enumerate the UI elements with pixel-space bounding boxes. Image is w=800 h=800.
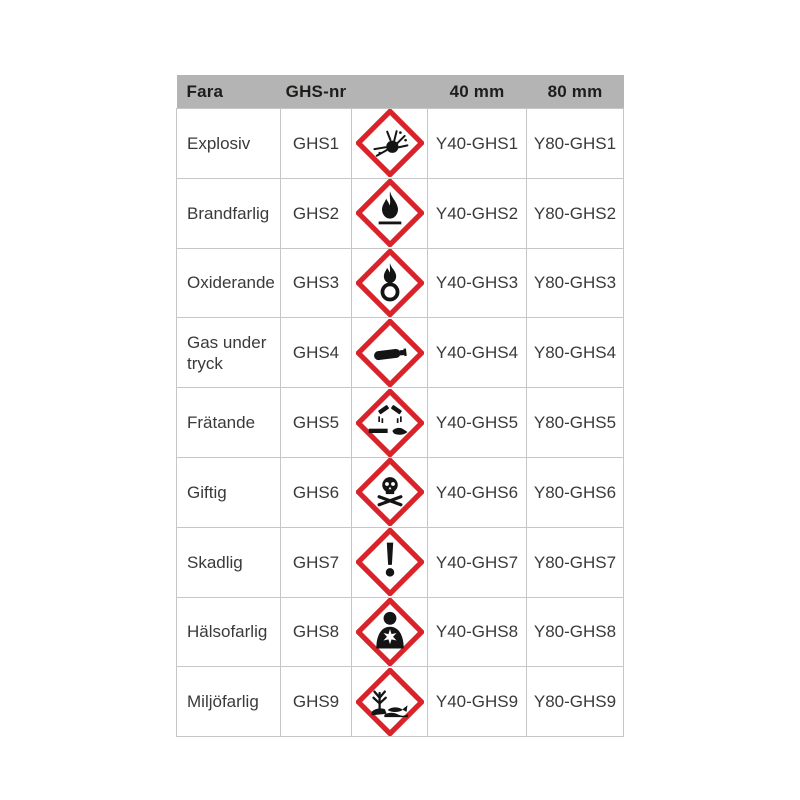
ghs-nr-value: GHS7 (281, 527, 352, 597)
pictogram-cell (352, 388, 428, 458)
ghs2-flame-icon (356, 179, 424, 247)
code-80mm: Y80-GHS5 (527, 388, 624, 458)
code-40mm: Y40-GHS4 (428, 318, 527, 388)
code-40mm: Y40-GHS9 (428, 667, 527, 737)
code-80mm: Y80-GHS9 (527, 667, 624, 737)
table-row (177, 318, 624, 388)
ghs-nr-value: GHS4 (281, 318, 352, 388)
header-pictogram (352, 75, 428, 109)
code-80mm: Y80-GHS3 (527, 248, 624, 318)
pictogram-cell (352, 109, 428, 179)
ghs8-health-hazard-icon (356, 598, 424, 666)
pictogram-cell (352, 667, 428, 737)
pictogram-cell (352, 457, 428, 527)
code-40mm: Y40-GHS2 (428, 178, 527, 248)
table-row (177, 109, 624, 179)
code-40mm: Y40-GHS6 (428, 457, 527, 527)
fara-label: Explosiv (177, 109, 281, 179)
ghs-nr-value: GHS1 (281, 109, 352, 179)
table-row (177, 527, 624, 597)
ghs-nr-value: GHS6 (281, 457, 352, 527)
ghs9-environment-icon (356, 668, 424, 736)
table-row (177, 388, 624, 458)
pictogram-cell (352, 597, 428, 667)
fara-label: Brandfarlig (177, 178, 281, 248)
code-80mm: Y80-GHS6 (527, 457, 624, 527)
ghs-nr-value: GHS5 (281, 388, 352, 458)
ghs-nr-value: GHS9 (281, 667, 352, 737)
ghs-nr-value: GHS2 (281, 178, 352, 248)
code-80mm: Y80-GHS8 (527, 597, 624, 667)
ghs-nr-value: GHS8 (281, 597, 352, 667)
fara-label: Frätande (177, 388, 281, 458)
ghs5-corrosion-icon (356, 389, 424, 457)
ghs-nr-value: GHS3 (281, 248, 352, 318)
ghs4-gas-cylinder-icon (356, 319, 424, 387)
header-40mm: 40 mm (428, 75, 527, 109)
code-80mm: Y80-GHS1 (527, 109, 624, 179)
pictogram-cell (352, 248, 428, 318)
header-ghs-nr: GHS-nr (281, 75, 352, 109)
ghs6-skull-crossbones-icon (356, 458, 424, 526)
pictogram-cell (352, 318, 428, 388)
code-80mm: Y80-GHS4 (527, 318, 624, 388)
fara-label: Gas under tryck (177, 318, 281, 388)
table-row (177, 667, 624, 737)
fara-label: Miljöfarlig (177, 667, 281, 737)
code-40mm: Y40-GHS3 (428, 248, 527, 318)
fara-label: Skadlig (177, 527, 281, 597)
fara-label: Hälsofarlig (177, 597, 281, 667)
code-40mm: Y40-GHS7 (428, 527, 527, 597)
ghs-pictogram-table (176, 75, 624, 737)
ghs1-exploding-bomb-icon (356, 109, 424, 177)
ghs3-flame-over-circle-icon (356, 249, 424, 317)
code-80mm: Y80-GHS2 (527, 178, 624, 248)
pictogram-cell (352, 178, 428, 248)
code-40mm: Y40-GHS1 (428, 109, 527, 179)
fara-label: Giftig (177, 457, 281, 527)
table-row (177, 597, 624, 667)
code-40mm: Y40-GHS8 (428, 597, 527, 667)
table-header-row (177, 75, 624, 109)
code-40mm: Y40-GHS5 (428, 388, 527, 458)
ghs7-exclamation-mark-icon (356, 528, 424, 596)
fara-label: Oxiderande (177, 248, 281, 318)
header-80mm: 80 mm (527, 75, 624, 109)
pictogram-cell (352, 527, 428, 597)
ghs-table (176, 75, 624, 737)
table-row (177, 457, 624, 527)
table-row (177, 178, 624, 248)
code-80mm: Y80-GHS7 (527, 527, 624, 597)
header-fara: Fara (177, 75, 281, 109)
table-row (177, 248, 624, 318)
